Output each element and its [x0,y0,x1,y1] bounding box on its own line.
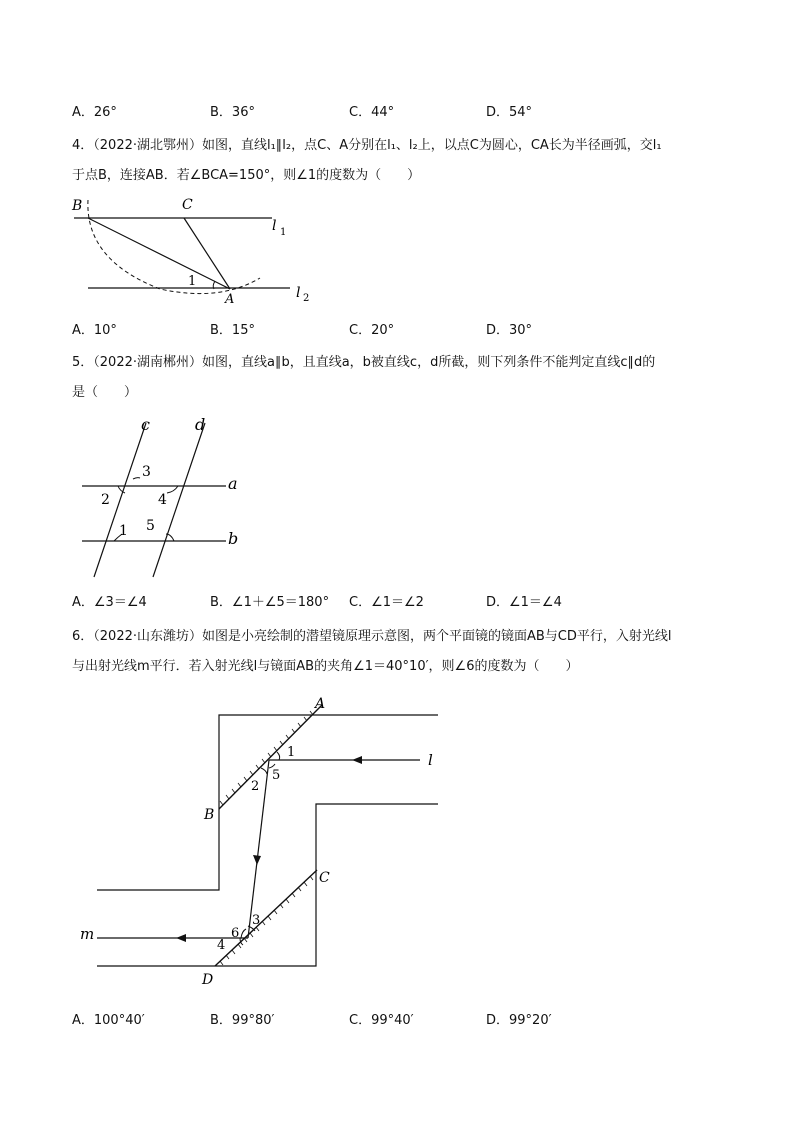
q6-option-c[interactable]: C．99°40′ [349,1013,414,1028]
label-d: D [202,972,214,988]
label-3: 3 [142,464,151,480]
q4-text-line1: 4．（2022·湖北鄂州）如图，直线l₁∥l₂，点C、A分别在l₁、l₂上，以点C为圆心，CA长为半径画弧，交l₁ [72,138,662,153]
label-5: 5 [272,768,281,783]
label-c: C [182,197,193,213]
mirror-cd-hatch [220,876,313,965]
mirror-cd [215,870,317,966]
q4-option-c[interactable]: C．20° [349,323,395,338]
q4-options [72,319,732,339]
label-c: C [319,870,330,886]
label-6: 6 [231,926,240,941]
angle-2-arc [261,768,267,774]
q4-option-a[interactable]: A．10° [72,323,117,338]
q6-option-d[interactable]: D．99°20′ [486,1013,552,1028]
q6-options [72,1009,732,1029]
q6-stem [72,622,732,682]
label-2: 2 [101,492,110,508]
q5-stem [72,348,732,408]
label-a: a [228,474,238,493]
ray-vertical-arrow [253,855,261,865]
mirror-ab-hatch [220,711,313,805]
q6-text-line2: 与出射光线m平行．若入射光线l与镜面AB的夹角∠1＝40°10′，则∠6的度数为（ ） [72,659,579,674]
label-l: l [428,751,433,769]
label-l2: l [296,285,301,301]
label-a: A [315,696,326,712]
q4-option-b[interactable]: B．15° [210,323,255,338]
q4-option-d[interactable]: D．30° [486,323,533,338]
angle-4-arc [167,486,178,493]
label-c: c [141,415,150,434]
q3-option-b[interactable]: B．36° [210,105,255,120]
angle-1-arc [277,752,280,760]
angle-3-arc [133,478,140,479]
q3-option-a[interactable]: A．26° [72,105,117,120]
ray-l-arrow [352,756,362,764]
q3-option-d[interactable]: D．54° [486,105,533,120]
label-5: 5 [146,518,155,534]
q3-option-c[interactable]: C．44° [349,105,395,120]
tube-outer-top [97,715,438,890]
label-3: 3 [252,913,261,928]
q6-figure [70,690,450,995]
q5-option-b[interactable]: B．∠1＋∠5＝180° [210,595,330,610]
q6-option-a[interactable]: A．100°40′ [72,1013,145,1028]
label-2: 2 [251,779,260,794]
q4-text-line2: 于点B，连接AB．若∠BCA=150°，则∠1的度数为（ ） [72,168,421,183]
label-b: B [204,807,215,823]
q6-text-line1: 6．（2022·山东潍坊）如图是小亮绘制的潜望镜原理示意图，两个平面镜的镜面AB与CD平行，入射光线l [72,629,672,644]
q4-figure [60,190,330,315]
q5-option-a[interactable]: A．∠3＝∠4 [72,595,147,610]
label-b: B [72,198,83,214]
q5-text-line2: 是（ ） [72,385,138,400]
label-d: d [195,415,206,434]
label-l1: l [272,218,277,234]
label-m: m [80,925,95,943]
q6-option-b[interactable]: B．99°80′ [210,1013,275,1028]
label-l2-sub: 2 [303,293,310,304]
label-b: b [228,529,239,548]
label-4: 4 [158,492,167,508]
tube-outer-bottom [97,804,438,966]
q5-figure [70,415,260,585]
label-1: 1 [119,523,128,539]
label-l1-sub: 1 [280,227,287,238]
q4-stem [72,131,732,191]
q5-option-c[interactable]: C．∠1＝∠2 [349,595,424,610]
q3-options [72,101,732,121]
dashed-arc [88,200,260,294]
label-1: 1 [287,745,296,760]
label-a: A [225,292,235,307]
segment-ab [88,218,230,289]
label-4: 4 [217,938,226,953]
ray-m-arrow [176,934,186,942]
label-angle-1: 1 [188,274,197,289]
q5-option-d[interactable]: D．∠1＝∠4 [486,595,562,610]
q5-text-line1: 5．（2022·湖南郴州）如图，直线a∥b，且直线a，b被直线c，d所截，则下列条件不能判定直线c∥d的 [72,355,656,370]
q5-options [72,591,732,611]
